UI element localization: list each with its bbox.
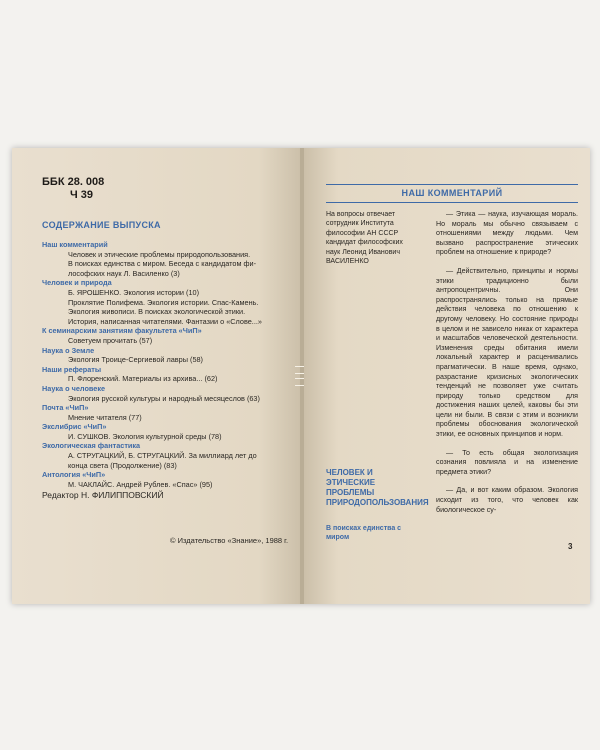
toc-entry: В поисках единства с миром. Беседа с кандидатом фи- [68,259,257,269]
toc-entry: конца света (Продолжение) (83) [68,460,177,470]
right-page [304,148,590,604]
open-book [12,148,590,604]
toc-entry: История, написанная читателями. Фантазии о «Слове...» [68,316,262,326]
paragraph: — Этика — наука, изучающая мораль. Но мораль мы обычно связываем с отношениями между людьми. Чем вызвано распространение этических проблем на отношение к природе? [436,210,578,257]
header-rule-top [326,184,578,185]
toc-entry: И. СУШКОВ. Экология культурной среды (78) [68,431,222,441]
toc-section: Человек и природа [42,278,112,288]
toc-entry: Б. ЯРОШЕНКО. Экология истории (10) [68,287,200,297]
toc-entry: А. СТРУГАЦКИЙ, Б. СТРУГАЦКИЙ. За миллиард лет до [68,451,257,461]
toc-title: СОДЕРЖАНИЕ ВЫПУСКА [42,220,161,230]
toc-section: Наука о Земле [42,345,95,355]
toc-entry: Человек и этические проблемы природопользования. [68,249,251,259]
page-number: 3 [568,542,573,551]
interview-intro: На вопросы отвечает сотрудник Института философии АН СССР кандидат философских наук Леонид Иванович ВАСИЛЕНКО [326,211,403,266]
section-header: НАШ КОММЕНТАРИЙ [401,188,503,198]
bbk-index [42,176,104,202]
paragraph: — Действительно, принципы и нормы этики традиционно были антропоцентричны. Они распространялись только на прямые действия человека по отношению к другому человеку. Но состояние природы в целом и не зависело никак от характера и масштабов человеческой деятельности. Изменения среды обитания имели локальный характер и расценивались прагматически. В наше время, однако, разрастание кризисных экологических тенденций не позволяет уже считать природу только средством для достижения наших целей, каковы бы эти цели ни были. В связи с этим и возникли проблемы обоснования экологической этики, ее основных принципов и норм. [436,266,578,439]
paragraph: — То есть общая экологизация сознания повлияла и на изменение предмета этики? [436,448,578,476]
header-rule-bottom [326,202,578,203]
table-of-contents [42,240,297,489]
bbk-author-mark: Ч 39 [70,189,94,201]
toc-section: Наш комментарий [42,240,108,249]
toc-entry: М. ЧАКЛАЙС. Андрей Рублев. «Спас» (95) [68,479,213,489]
toc-entry: Экология русской культуры и народный месяцеслов (63) [68,393,260,403]
article-column [436,210,578,524]
toc-entry: Экология живописи. В поисках экологической этики. [68,307,246,317]
toc-section: Экслибрис «ЧиП» [42,422,107,432]
toc-section: Почта «ЧиП» [42,403,89,413]
toc-section: Наука о человеке [42,383,106,393]
toc-entry: Проклятие Полифема. Экология истории. Спас-Камень. [68,297,259,307]
toc-entry: Мнение читателя (77) [68,412,142,422]
article-subtitle: В поисках единства с миром [326,525,402,541]
toc-section: К семинарским занятиям факультета «ЧиП» [42,326,202,336]
editor-credit: Редактор Н. ФИЛИППОВСКИЙ [42,490,164,500]
left-page [12,148,302,604]
toc-section: Наши рефераты [42,364,102,374]
copyright-notice: © Издательство «Знание», 1988 г. [170,536,289,545]
paragraph: — Да, и вот каким образом. Экология исходит из того, что человек как биологическое су- [436,486,578,514]
toc-section: Антология «ЧиП» [42,470,106,480]
bbk-code: ББК 28. 008 [42,176,105,188]
article-title: ЧЕЛОВЕК И ЭТИЧЕСКИЕ ПРОБЛЕМЫ ПРИРОДОПОЛЬЗОВАНИЯ [326,468,429,507]
toc-entry: лософских наук Л. Василенко (3) [68,268,180,278]
toc-entry: Советуем прочитать (57) [68,335,153,345]
toc-entry: Экология Троице-Сергиевой лавры (58) [68,355,203,365]
toc-section: Экологическая фантастика [42,441,141,451]
toc-entry: П. Флоренский. Материалы из архива... (62) [68,374,218,384]
